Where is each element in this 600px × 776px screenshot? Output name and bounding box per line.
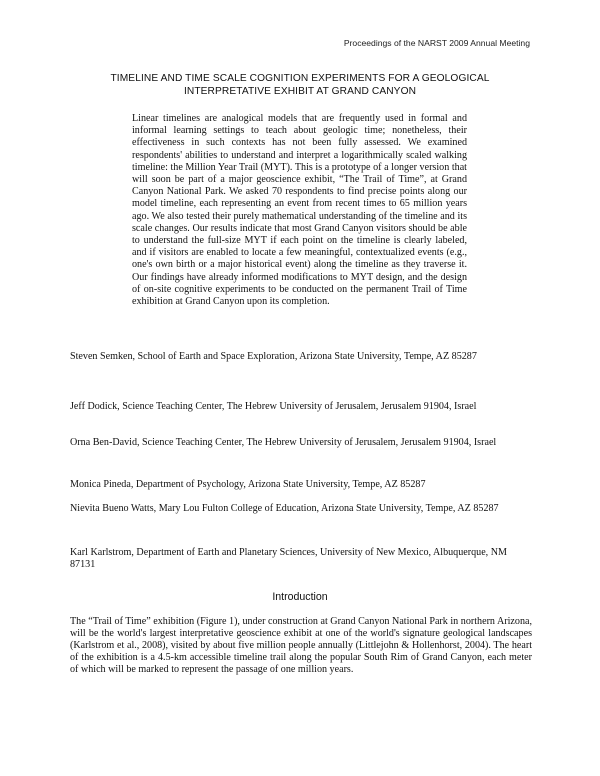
title-line-1: TIMELINE AND TIME SCALE COGNITION EXPERIMENTS FOR A GEOLOGICAL xyxy=(110,73,490,84)
author-4: Monica Pineda, Department of Psychology, Arizona State University, Tempe, AZ 85287 xyxy=(70,479,426,490)
author-6: Karl Karlstrom, Department of Earth and Planetary Sciences, University of New Mexico, Albuquerque, NM 87131 xyxy=(70,547,507,571)
author-1: Steven Semken, School of Earth and Space Exploration, Arizona State University, Tempe, AZ 85287 xyxy=(70,351,477,362)
author-5: Nievita Bueno Watts, Mary Lou Fulton College of Education, Arizona State University, Tempe, AZ 85287 xyxy=(70,503,499,514)
author-2: Jeff Dodick, Science Teaching Center, The Hebrew University of Jerusalem, Jerusalem 91904, Israel xyxy=(70,401,477,412)
introduction-paragraph: The “Trail of Time” exhibition (Figure 1), under construction at Grand Canyon National Park in northern Arizona, will be the world's largest interpretative geoscience exhibit at one of the world's signature geological landscapes (Karlstrom et al., 2008), visited by about five million people annually (Littlejohn & Hollenhorst, 2004). The heart of the exhibition is a 4.5-km accessible timeline trail along the popular South Rim of Grand Canyon, each meter of which will be marked to represent the passage of one million years. xyxy=(70,616,532,676)
author-3: Orna Ben-David, Science Teaching Center, The Hebrew University of Jerusalem, Jerusalem 91904, Israel xyxy=(70,437,497,448)
abstract: Linear timelines are analogical models that are frequently used in formal and informal learning settings to teach about geologic time; nonetheless, their effectiveness in such contexts has not been fully assessed. We examined respondents' abilities to understand and interpret a logarithmically scaled walking timeline: the Million Year Trail (MYT). This is a prototype of a longer version that will soon be part of a major geoscience exhibit, “The Trail of Time”, at Grand Canyon National Park. We asked 70 respondents to find precise points along our model timeline, each representing an event from recent times to 65 million years ago. We also tested their purely mathematical understanding of the timeline and its scale changes. Our results indicate that most Grand Canyon visitors should be able to understand the full-size MYT if each point on the timeline is clearly labeled, and if visitors are enabled to locate a few meaningful, contextualized events (e.g., one's own birth or a major historical event) along the timeline as they traverse it. Our findings have already informed modifications to MYT design, and the design of on-site cognitive experiments to be conducted on the permanent Trail of Time exhibition at Grand Canyon upon its completion. xyxy=(132,113,467,308)
title-line-2: INTERPRETATIVE EXHIBIT AT GRAND CANYON xyxy=(183,86,417,97)
paper-title xyxy=(70,72,530,98)
running-header: Proceedings of the NARST 2009 Annual Meeting xyxy=(343,38,530,48)
section-heading-introduction: Introduction xyxy=(272,591,328,603)
